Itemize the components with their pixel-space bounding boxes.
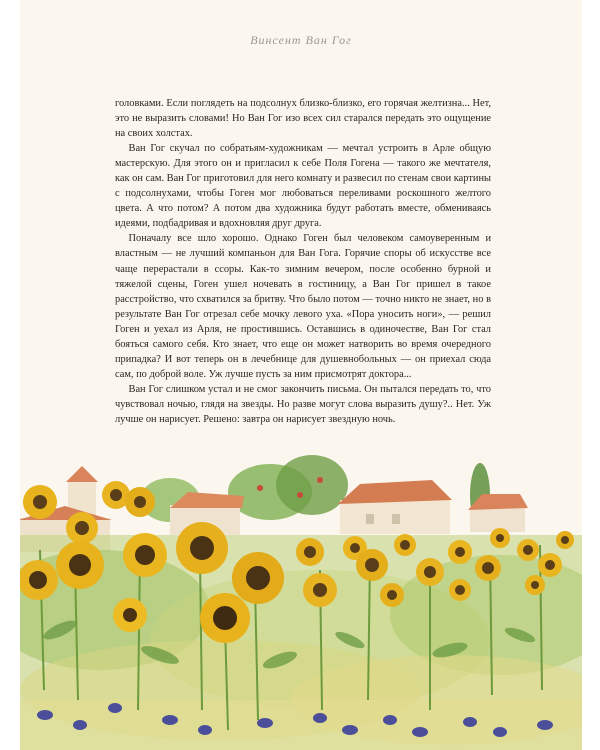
sunflower [380, 583, 404, 607]
sunflower [23, 485, 57, 519]
sunflower [66, 512, 98, 544]
sunflower [200, 593, 250, 643]
sunflower [356, 549, 388, 581]
sunflower [490, 528, 510, 548]
paragraph-2: Ван Гог скучал по собратьям-художникам — мечтал устроить в Арле общую мастерскую. Для этого он и пригласил к себе Поля Гогена — такого же мечтателя, как он сам. Ван Гог приготовил для него комнату и развесил по стенам свои картины с подсолнухами, чтобы Гоген мог любоваться переливами роскошного желтого цвета. А что потом? А потом два художника будут работать вместе, обмениваясь идеями, подбадривая и вдохновляя друг друга. [115, 143, 491, 230]
sunflower [449, 579, 471, 601]
sunflower [125, 487, 155, 517]
sunflower [517, 539, 539, 561]
sunflower [475, 555, 501, 581]
sunflower [176, 522, 228, 574]
paragraph-3: Поначалу все шло хорошо. Однако Гоген был человеком самоуверенным и властным — не лучший компаньон для Ван Гога. Горячие споры об искусстве все чаще перерастали в ссоры. Как-то зимним вечером, после особенно бурной и тяжелой сцены, Гоген ушел ночевать в гостиницу, а Ван Гог пришел в такое расстройство, что схватился за бритву. Что было потом — точно никто не знает, но в результате Ван Гог отрезал себе мочку левого уха. «Пора уносить ноги», — решил Гоген и уехал из Арля, не простившись. Оставшись в одиночестве, Ван Гог стал бояться самого себя. Кто знает, что еще он может натворить во время очередного припадка? И вот теперь он в лечебнице для душевнобольных — он приехал сюда сам, по доброй воле. Уж лучше пусть за ним присмотрят доктора... [115, 233, 491, 380]
sunflower [232, 552, 284, 604]
sunflower [538, 553, 562, 577]
sunflower-field-illustration [20, 440, 582, 750]
sunflower [525, 575, 545, 595]
sunflower [394, 534, 416, 556]
book-page [20, 0, 582, 750]
article-body [115, 96, 491, 427]
sunflower [123, 533, 167, 577]
paragraph-1: головками. Если поглядеть на подсолнух близко-близко, его горячая желтизна... Нет, это не выразить словами! Но Ван Гог изо всех сил старался передать это ощущение на своих холстах. [115, 98, 491, 140]
sunflower [56, 541, 104, 589]
sunflower [416, 558, 444, 586]
paragraph-4: Ван Гог слишком устал и не смог закончить письма. Он пытался передать то, что чувствовал ночью, глядя на звезды. Но разве могут слова выразить душу?.. Нет. Уж лучше он нарисует. Решено: завтра он нарисует звездную ночь. [115, 383, 491, 425]
running-title: Винсент Ван Гог [250, 33, 352, 47]
sunflower [556, 531, 574, 549]
sunflower [448, 540, 472, 564]
sunflower [296, 538, 324, 566]
sunflower [303, 573, 337, 607]
sunflower [113, 598, 147, 632]
